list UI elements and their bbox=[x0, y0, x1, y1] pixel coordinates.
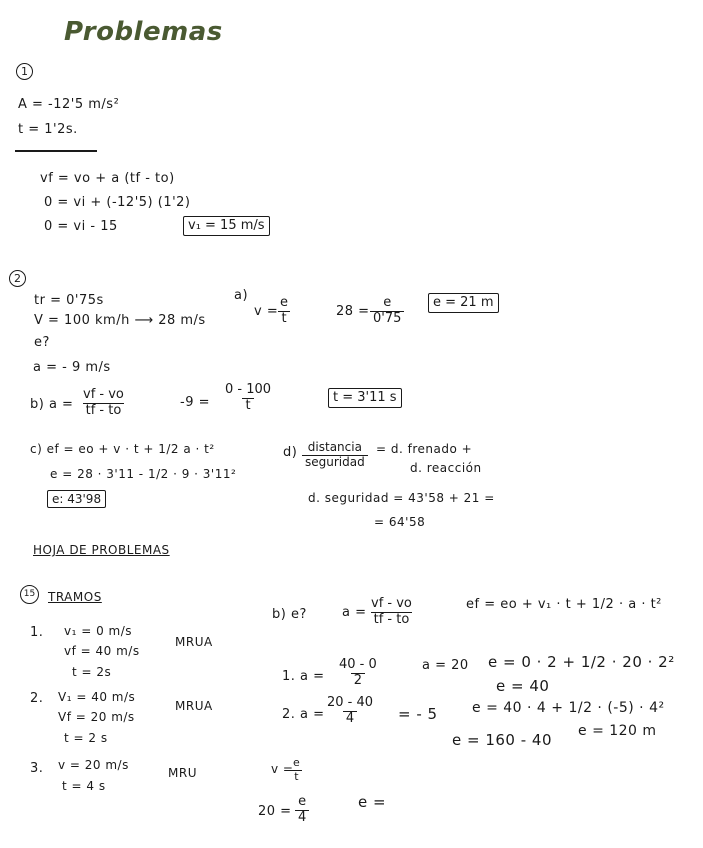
p2-b-lhs: b) a = bbox=[30, 397, 74, 412]
p2-d-eq: = d. frenado + bbox=[376, 442, 473, 456]
hoja-r1-lhs: 1. a = bbox=[282, 669, 325, 684]
hoja-ef-equation: ef = eo + v₁ · t + 1/2 · a · t² bbox=[466, 597, 662, 612]
s2-line3: t = 2 s bbox=[64, 731, 108, 745]
problem-2-number: 2 bbox=[9, 270, 26, 287]
s3-line1: v = 20 m/s bbox=[58, 758, 129, 772]
p2-28-lhs: 28 = bbox=[336, 304, 370, 319]
p2-28-fraction bbox=[370, 296, 404, 327]
hoja-r1-den: 2 bbox=[351, 673, 365, 689]
p1-acceleration: A = -12'5 m/s² bbox=[18, 97, 120, 112]
s2-line2: Vf = 20 m/s bbox=[58, 710, 135, 724]
p2-e-result-box: e = 21 m bbox=[428, 293, 499, 313]
hoja-r1-e: e = 0 · 2 + 1/2 · 20 · 2² bbox=[488, 653, 675, 671]
p2-d-label: d) bbox=[283, 445, 298, 460]
hoja-b-a-den: tf - to bbox=[371, 612, 413, 628]
p2-b-den: tf - to bbox=[83, 403, 125, 419]
p1-underline bbox=[15, 150, 97, 152]
p1-result-box: v₁ = 15 m/s bbox=[183, 216, 270, 236]
hoja-v-fraction bbox=[290, 757, 303, 783]
hoja-r1-fraction bbox=[336, 658, 380, 689]
hoja-v-lhs: v = bbox=[271, 762, 294, 776]
p2-b-num: vf - vo bbox=[83, 387, 124, 402]
p2-d-num: distancia bbox=[307, 440, 362, 454]
hoja-r2-num: 20 - 40 bbox=[327, 695, 374, 710]
tramos-heading: TRAMOS bbox=[48, 590, 102, 604]
hoja-r2-e: e = 40 · 4 + 1/2 · (-5) · 4² bbox=[472, 700, 665, 716]
p2-c-result-box: e: 43'98 bbox=[47, 490, 106, 508]
hoja-v-den: t bbox=[291, 770, 301, 784]
hoja-r2-fraction bbox=[324, 696, 376, 727]
hoja-e-blank: e = bbox=[358, 793, 387, 811]
p2-d-den: seguridad bbox=[302, 455, 368, 470]
s1-line1: v₁ = 0 m/s bbox=[64, 624, 133, 638]
hoja-r2-e3: e = 120 m bbox=[578, 723, 657, 739]
s1-line2: vf = 40 m/s bbox=[64, 644, 140, 658]
hoja-20-fraction bbox=[295, 795, 309, 826]
s1-type: MRUA bbox=[175, 635, 213, 649]
p2-d-seguridad-result: = 64'58 bbox=[374, 515, 426, 529]
s2-number: 2. bbox=[30, 691, 44, 706]
hoja-r2-lhs: 2. a = bbox=[282, 707, 325, 722]
p2-v-num: e bbox=[280, 295, 288, 310]
p2-b-fraction bbox=[80, 388, 127, 419]
p2-m9-lhs: -9 = bbox=[180, 395, 210, 410]
s3-number: 3. bbox=[30, 761, 44, 776]
p2-m9-den: t bbox=[242, 398, 253, 414]
hoja-heading: HOJA DE PROBLEMAS bbox=[33, 543, 170, 557]
p2-reaction-time: tr = 0'75s bbox=[34, 293, 104, 308]
problem-15-number: 15 bbox=[20, 585, 39, 604]
s1-line3: t = 2s bbox=[72, 665, 112, 679]
p2-acceleration: a = - 9 m/s bbox=[33, 360, 111, 375]
hoja-r2-den: 4 bbox=[343, 711, 357, 727]
p2-d-fraction bbox=[302, 441, 368, 470]
p1-time: t = 1'2s. bbox=[18, 122, 78, 137]
p2-a-label: a) bbox=[234, 288, 249, 303]
hoja-20-lhs: 20 = bbox=[258, 804, 292, 819]
p2-c-line2: e = 28 · 3'11 - 1/2 · 9 · 3'11² bbox=[50, 467, 237, 481]
s3-type: MRU bbox=[168, 766, 197, 780]
hoja-20-den: 4 bbox=[295, 810, 309, 826]
p1-eq3: 0 = vi - 15 bbox=[44, 219, 118, 234]
p2-velocity: V = 100 km/h ⟶ 28 m/s bbox=[34, 313, 206, 328]
p2-28-den: 0'75 bbox=[370, 311, 404, 327]
p1-eq1: vf = vo + a (tf - to) bbox=[40, 171, 175, 186]
hoja-b-a-fraction bbox=[368, 597, 415, 628]
p2-28-num: e bbox=[383, 295, 392, 310]
s3-line2: t = 4 s bbox=[62, 779, 106, 793]
hoja-20-num: e bbox=[298, 794, 307, 809]
p2-m9-fraction bbox=[222, 383, 274, 414]
hoja-b-question: b) e? bbox=[272, 607, 307, 622]
s2-type: MRUA bbox=[175, 699, 213, 713]
hoja-r2-result: = - 5 bbox=[398, 705, 438, 723]
problem-1-number: 1 bbox=[16, 63, 33, 80]
p2-v-eq-lhs: v = bbox=[254, 304, 279, 319]
hoja-r1-a: a = 20 bbox=[422, 658, 469, 673]
s2-line1: V₁ = 40 m/s bbox=[58, 690, 136, 704]
hoja-b-a-lhs: a = bbox=[342, 605, 367, 620]
hoja-r1-num: 40 - 0 bbox=[339, 657, 377, 672]
p2-c-line1: c) ef = eo + v · t + 1/2 a · t² bbox=[30, 442, 215, 456]
hoja-b-a-num: vf - vo bbox=[371, 596, 412, 611]
p2-t-result-box: t = 3'11 s bbox=[328, 388, 402, 408]
p1-eq2: 0 = vi + (-12'5) (1'2) bbox=[44, 195, 191, 210]
p2-m9-num: 0 - 100 bbox=[225, 382, 272, 397]
p2-e-question: e? bbox=[34, 335, 50, 350]
hoja-r2-e2: e = 160 - 40 bbox=[452, 731, 552, 749]
p2-d-eq2: d. reacción bbox=[410, 461, 482, 475]
hoja-v-num: e bbox=[293, 756, 300, 769]
s1-number: 1. bbox=[30, 625, 44, 640]
p2-d-seguridad: d. seguridad = 43'58 + 21 = bbox=[308, 491, 495, 505]
hoja-r1-e2: e = 40 bbox=[496, 677, 550, 695]
p2-v-den: t bbox=[278, 311, 289, 327]
page-title: Problemas bbox=[64, 17, 223, 47]
p2-v-fraction bbox=[277, 296, 291, 327]
